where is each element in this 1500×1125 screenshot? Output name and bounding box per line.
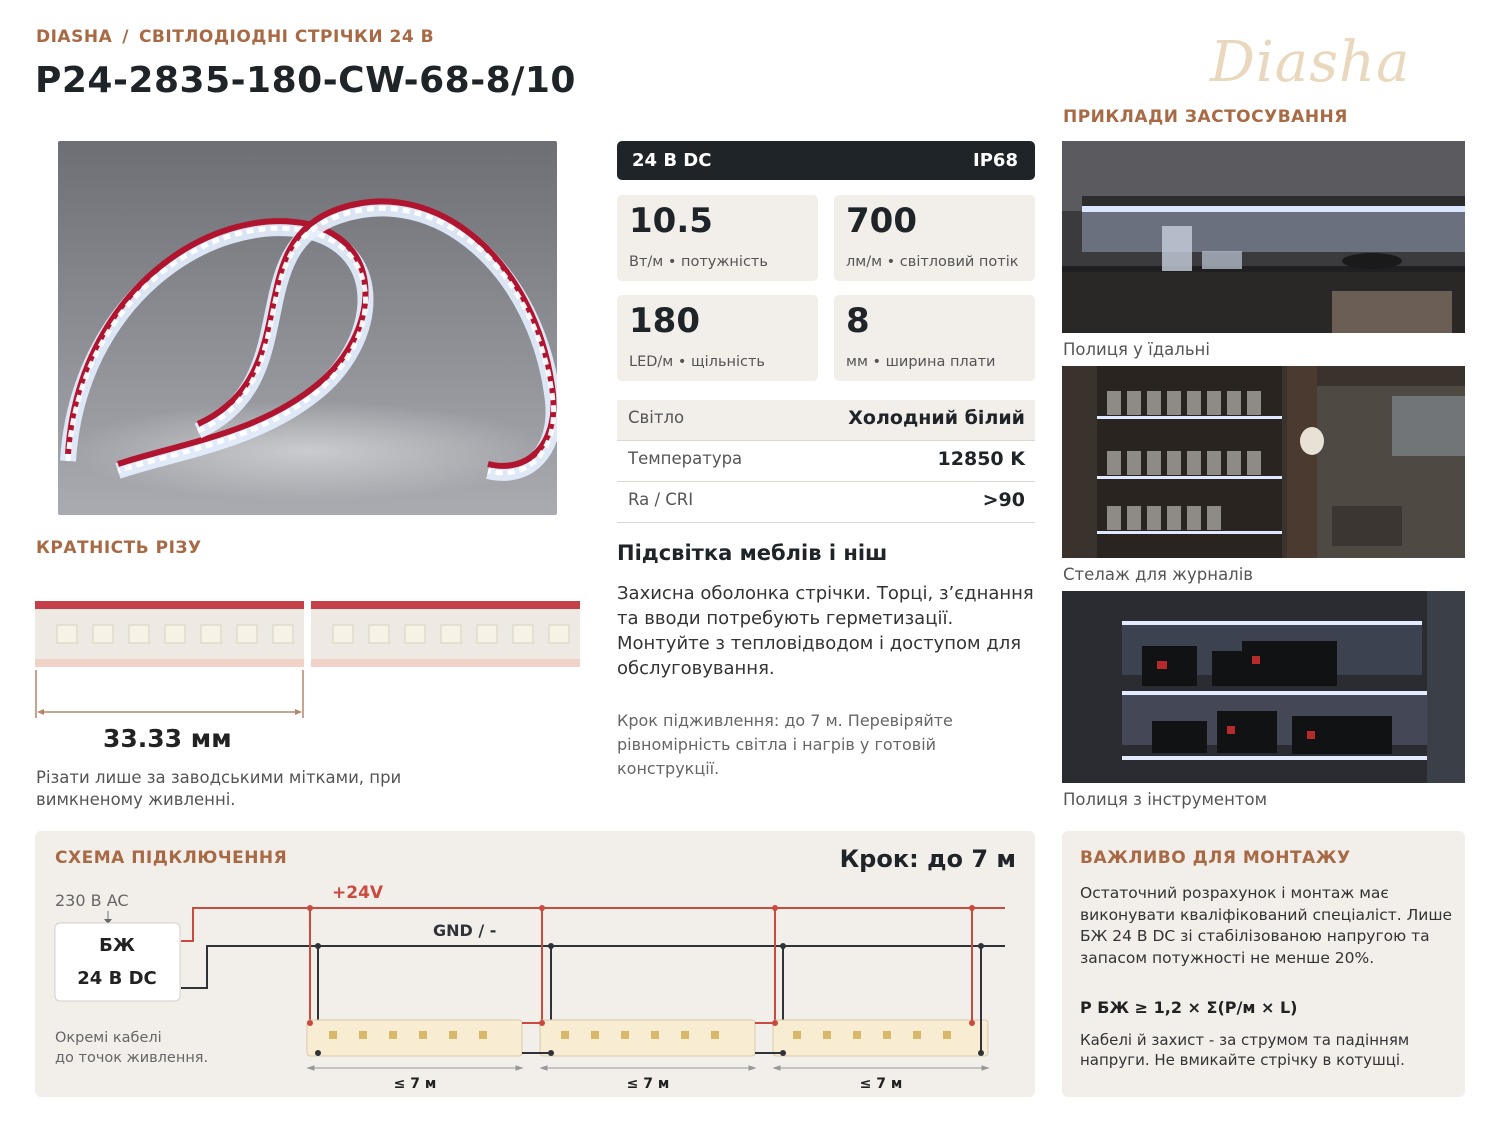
cut-strip-image [35,601,580,667]
breadcrumb-category[interactable]: СВІТЛОДІОДНІ СТРІЧКИ 24 В [138,27,435,47]
spec-tile-density [617,295,818,381]
example-photo-magazine-rack [1062,366,1465,558]
cable-note-line1: Окремі кабелі [55,1030,162,1046]
application-note: Крок підживлення: до 7 м. Перевіряйте рівномірність світла і нагрів у готовій конструкції. [617,711,953,778]
cut-dimension-line [35,670,305,720]
segment-length-label: ≤ 7 м [393,1076,437,1092]
segment-length-label: ≤ 7 м [626,1076,670,1092]
examples-section-label: ПРИКЛАДИ ЗАСТОСУВАННЯ [1063,107,1348,127]
density-unit: LED/м • щільність [629,354,765,370]
breadcrumb [36,27,434,47]
property-key: Температура [628,449,743,468]
segment-length-label: ≤ 7 м [859,1076,903,1092]
cut-section-label: КРАТНІСТЬ РІЗУ [36,538,202,558]
property-row-temperature [617,441,1035,482]
example-caption: Полиця з інструментом [1063,790,1268,809]
property-key: Світло [628,408,685,427]
property-value: >90 [982,489,1025,511]
application-description: Захисна оболонка стрічки. Торці, з’єднання та вводи потребують герметизації. Монтуйте з тепловідводом і доступом для обслуговування. [617,583,1034,679]
application-title: Підсвітка меблів і ніш [617,541,888,565]
density-value: 180 [629,301,700,341]
ip-rating-label: IP68 [973,150,1018,171]
flux-unit: лм/м • світловий потік [846,254,1019,270]
breadcrumb-brand[interactable]: DIASHA [36,27,113,47]
psu-label-line1: БЖ [99,935,135,956]
width-value: 8 [846,301,870,341]
flux-value: 700 [846,201,917,241]
breadcrumb-separator: / [122,27,129,47]
example-caption: Полиця у їдальні [1063,340,1210,359]
property-key: Ra / CRI [628,490,694,509]
source-label: 230 В AC [55,891,129,910]
brand-logo: Diasha [1210,30,1411,95]
important-section-label: ВАЖЛИВО ДЛЯ МОНТАЖУ [1080,848,1351,868]
product-photo [58,141,557,515]
wiring-step-label: Крок: до 7 м [839,845,1016,873]
spec-header-bar [617,141,1035,180]
wiring-diagram-panel [35,831,1035,1097]
example-photo-dining-shelf [1062,141,1465,333]
power-unit: Вт/м • потужність [629,254,768,270]
psu-label-line2: 24 В DC [77,968,157,989]
voltage-label: 24 В DC [632,150,712,171]
spec-tile-width [834,295,1035,381]
example-photo-tool-shelf [1062,591,1465,783]
plus-24v-label: +24V [332,883,384,903]
cable-note-line2: до точок живлення. [55,1050,209,1066]
installation-notes-panel [1062,831,1465,1097]
gnd-label: GND / - [433,921,497,940]
strip-segment-3 [772,905,988,1056]
power-value: 10.5 [629,201,713,241]
important-note: Кабелі й захист - за струмом та падінням напруги. Не вмикайте стрічку в котушці. [1080,1031,1410,1069]
strip-segment-2 [539,905,755,1056]
property-value: Холодний білий [848,407,1025,429]
page-title: P24-2835-180-CW-68-8/10 [35,60,576,101]
property-value: 12850 K [937,448,1025,470]
wiring-section-label: СХЕМА ПІДКЛЮЧЕННЯ [55,848,288,868]
spec-tile-power [617,195,818,281]
cut-length-value: 33.33 мм [103,724,232,753]
cut-note: Різати лише за заводськими мітками, при вимкненому живленні. [36,768,402,809]
property-row-cri [617,482,1035,523]
important-text: Остаточний розрахунок і монтаж має виконувати кваліфікований спеціаліст. Лише БЖ 24 В DC зі стабілізованою напругою та запасом потужності не менше 20%. [1080,884,1453,967]
example-caption: Стелаж для журналів [1063,565,1254,584]
psu-power-formula: P БЖ ≥ 1,2 × Σ(P/м × L) [1080,998,1298,1017]
spec-tile-flux [834,195,1035,281]
property-row-light [617,400,1035,441]
width-unit: мм • ширина плати [846,354,996,370]
